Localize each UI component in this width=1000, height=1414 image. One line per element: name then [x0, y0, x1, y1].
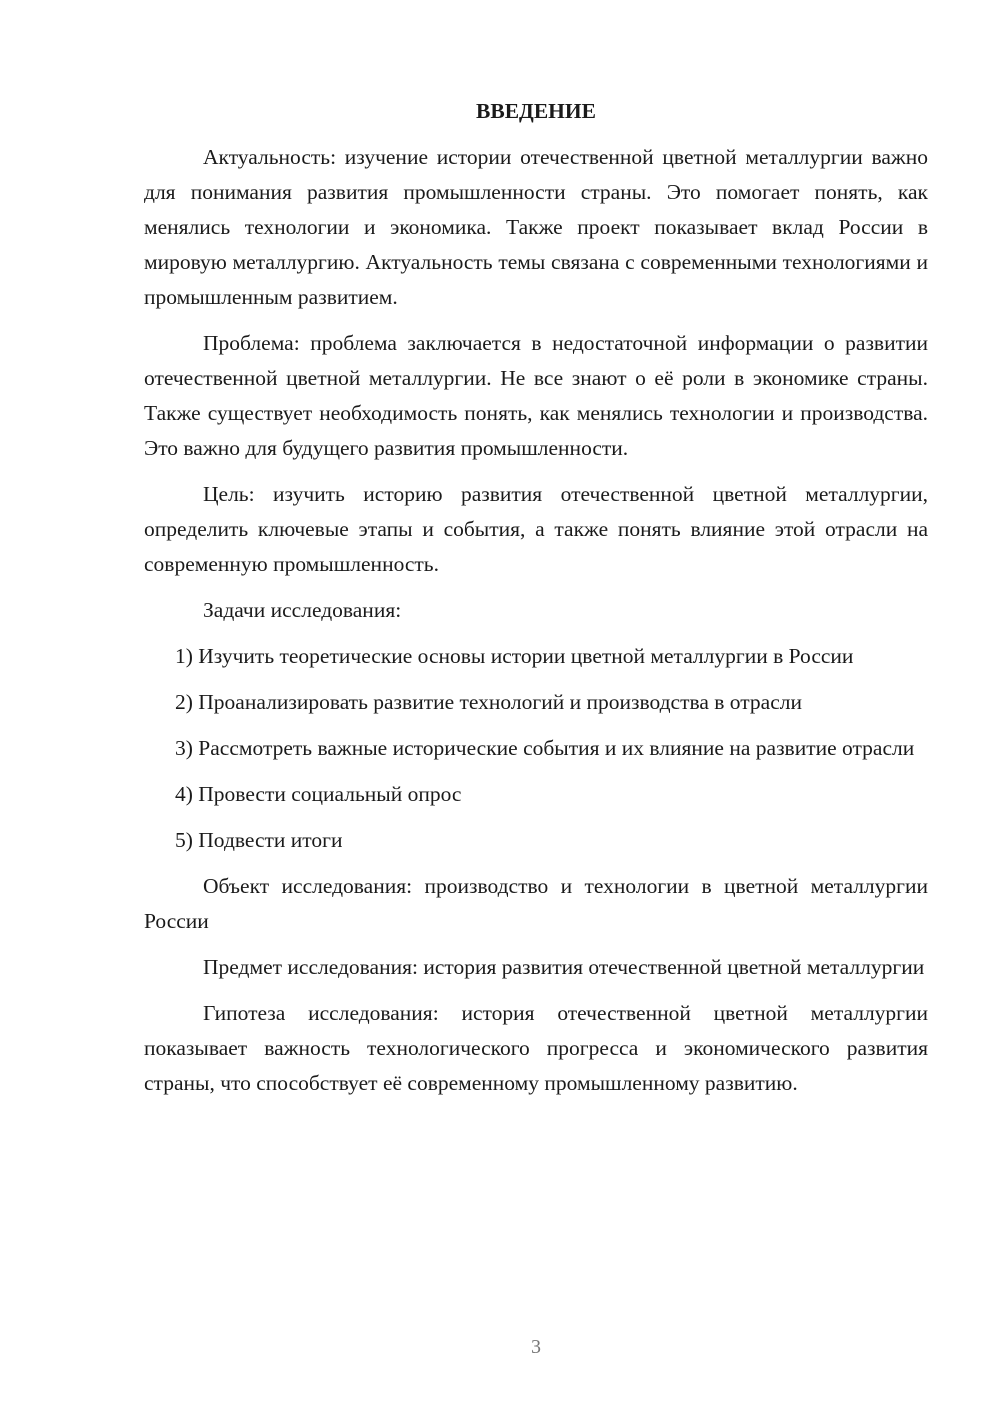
paragraph-hypothesis: Гипотеза исследования: история отечественной цветной металлургии показывает важность технологического прогресса и экономического развития страны, что способствует её современному промышленному развитию.: [144, 1001, 928, 1095]
task-item: 3) Рассмотреть важные исторические события и их влияние на развитие отрасли: [175, 736, 915, 760]
task-item: 2) Проанализировать развитие технологий и производства в отрасли: [175, 690, 802, 714]
paragraph-subject: Предмет исследования: история развития отечественной цветной металлургии: [203, 955, 925, 979]
paragraph-object: Объект исследования: производство и технологии в цветной металлургии России: [144, 874, 928, 933]
page-content: [144, 94, 928, 1112]
page-title: ВВЕДЕНИЕ: [476, 99, 596, 123]
task-item: 1) Изучить теоретические основы истории цветной металлургии в России: [175, 644, 854, 668]
task-item: 5) Подвести итоги: [175, 828, 343, 852]
paragraph-relevance: Актуальность: изучение истории отечественной цветной металлургии важно для понимания развития промышленности страны. Это помогает понять, как менялись технологии и экономика. Также проект показывает вклад России в мировую металлургию. Актуальность темы связана с современными технологиями и промышленным развитием.: [144, 145, 928, 309]
task-item: 4) Провести социальный опрос: [175, 782, 462, 806]
page-number: 3: [531, 1336, 541, 1358]
tasks-heading: Задачи исследования:: [203, 598, 402, 622]
paragraph-goal: Цель: изучить историю развития отечественной цветной металлургии, определить ключевые этапы и события, а также понять влияние этой отрасли на современную промышленность.: [144, 482, 928, 576]
paragraph-problem: Проблема: проблема заключается в недостаточной информации о развитии отечественной цветной металлургии. Не все знают о её роли в экономике страны. Также существует необходимость понять, как менялись технологии и производства. Это важно для будущего развития промышленности.: [144, 331, 928, 460]
